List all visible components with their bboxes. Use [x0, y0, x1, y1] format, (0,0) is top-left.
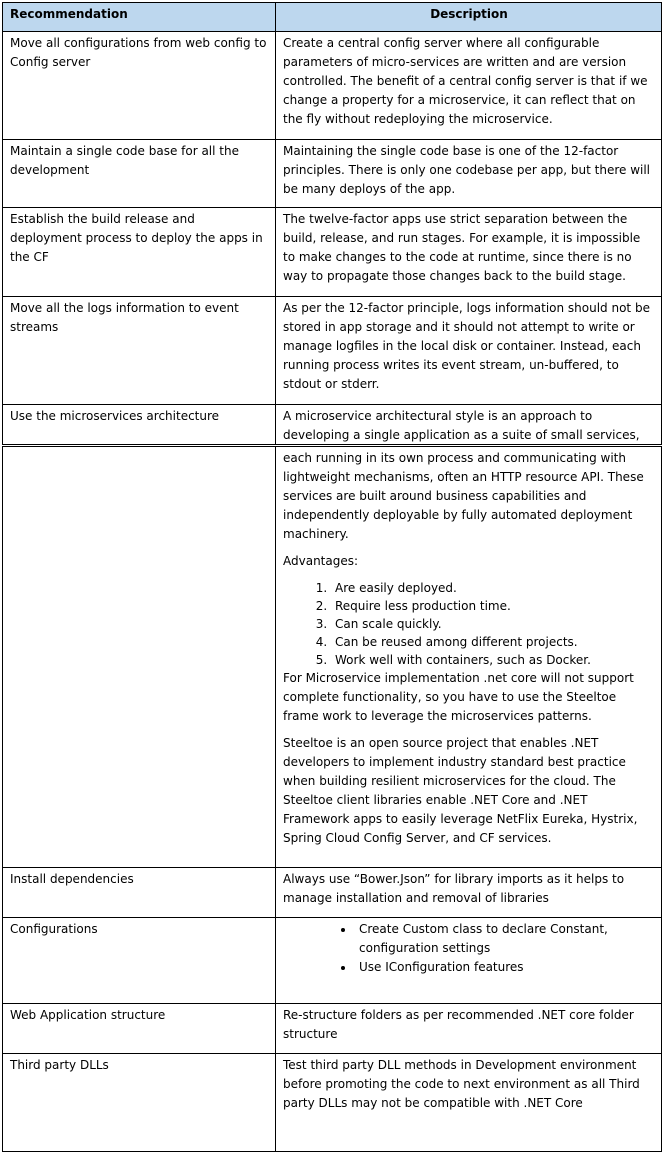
recommendation-text: Use the microservices architecture: [10, 409, 220, 423]
list-item: 5. Work well with containers, such as Docker.: [331, 651, 655, 669]
advantages-list: [283, 579, 655, 669]
table-row: [2, 1004, 662, 1054]
description-cell: [276, 297, 661, 404]
recommendation-cell: [3, 297, 276, 404]
header-description: Description: [430, 7, 508, 21]
list-item: • Create Custom class to declare Constant, configuration settings: [355, 920, 655, 958]
table-row: [2, 140, 662, 208]
description-text: Create a central config server where all configurable parameters of micro-services are written and are version controlled. The benefit of a central config server is that if we change a property for a microservice, it can reflect that on the fly without redeploying the microservice.: [283, 36, 648, 126]
recommendation-cell: [3, 918, 276, 1003]
description-cell: [276, 405, 661, 444]
description-cell: [276, 1004, 661, 1053]
recommendation-cell: [3, 1054, 276, 1151]
table-row: [2, 32, 662, 140]
recommendation-cell: [3, 447, 276, 867]
description-text: each running in its own process and communicating with lightweight mechanisms, often an HTTP resource API. These services are built around business capabilities and independently deployable by fully automated deployment machinery.: [283, 451, 644, 541]
recommendation-text: Third party DLLs: [10, 1058, 109, 1072]
table-row: [2, 868, 662, 918]
steeltoe-description: Steeltoe is an open source project that enables .NET developers to implement industry standard best practice when building resilient microservices for the cloud. The Steeltoe client libraries enable .NET Core and .NET Framework apps to easily leverage NetFlix Eureka, Hystrix, Spring Cloud Config Server, and CF services.: [283, 736, 638, 845]
recommendation-cell: [3, 405, 276, 444]
header-recommendation: Recommendation: [3, 3, 276, 31]
description-text: Always use “Bower.Json” for library imports as it helps to manage installation and removal of libraries: [283, 872, 625, 905]
description-cell: [276, 447, 661, 867]
list-item: • Use IConfiguration features: [355, 958, 655, 977]
recommendation-text: Configurations: [10, 922, 98, 936]
description-cell: [276, 208, 661, 296]
description-cell: [276, 918, 661, 1003]
description-text: A microservice architectural style is an approach to developing a single application as a suite of small services,: [283, 409, 640, 442]
recommendation-cell: [3, 868, 276, 917]
recommendation-text: Install dependencies: [10, 872, 134, 886]
configuration-bullets: [283, 920, 655, 977]
table-row: [2, 918, 662, 1004]
description-cell: [276, 1054, 661, 1151]
recommendation-text: Move all configurations from web config to Config server: [10, 36, 267, 69]
description-cell: [276, 140, 661, 207]
description-text: Test third party DLL methods in Development environment before promoting the code to next environment as all Third party DLLs may not be compatible with .NET Core: [283, 1058, 640, 1110]
recommendation-text: Maintain a single code base for all the development: [10, 144, 239, 177]
recommendation-cell: [3, 208, 276, 296]
recommendation-text: Move all the logs information to event streams: [10, 301, 239, 334]
table-row: [2, 1054, 662, 1152]
list-item: 4. Can be reused among different projects.: [331, 633, 655, 651]
steeltoe-note: For Microservice implementation .net core will not support complete functionality, so you have to use the Steeltoe frame work to leverage the microservices patterns.: [283, 671, 634, 723]
recommendation-cell: [3, 1004, 276, 1053]
description-text: Maintaining the single code base is one of the 12-factor principles. There is only one codebase per app, but there will be many deploys of the app.: [283, 144, 651, 196]
description-text: Re-structure folders as per recommended .NET core folder structure: [283, 1008, 634, 1041]
table-row: [2, 297, 662, 405]
recommendation-text: Establish the build release and deployment process to deploy the apps in the CF: [10, 212, 263, 264]
description-text: As per the 12-factor principle, logs information should not be stored in app storage and it should not attempt to write or manage logfiles in the local disk or container. Instead, each running process writes its event stream, un-buffered, to stdout or stderr.: [283, 301, 650, 391]
description-cell: [276, 868, 661, 917]
list-item: 2. Require less production time.: [331, 597, 655, 615]
table-header-row: [2, 2, 662, 32]
table-row: [2, 208, 662, 297]
recommendation-cell: [3, 32, 276, 139]
table-row: [2, 405, 662, 445]
description-text: The twelve-factor apps use strict separation between the build, release, and run stages. For example, it is impossible to make changes to the code at runtime, since there is no way to propagate those changes back to the build stage.: [283, 212, 641, 283]
recommendation-cell: [3, 140, 276, 207]
advantages-label: Advantages:: [283, 554, 359, 568]
table-row: [2, 446, 662, 868]
recommendation-text: Web Application structure: [10, 1008, 166, 1022]
list-item: 1. Are easily deployed.: [331, 579, 655, 597]
list-item: 3. Can scale quickly.: [331, 615, 655, 633]
description-cell: [276, 32, 661, 139]
